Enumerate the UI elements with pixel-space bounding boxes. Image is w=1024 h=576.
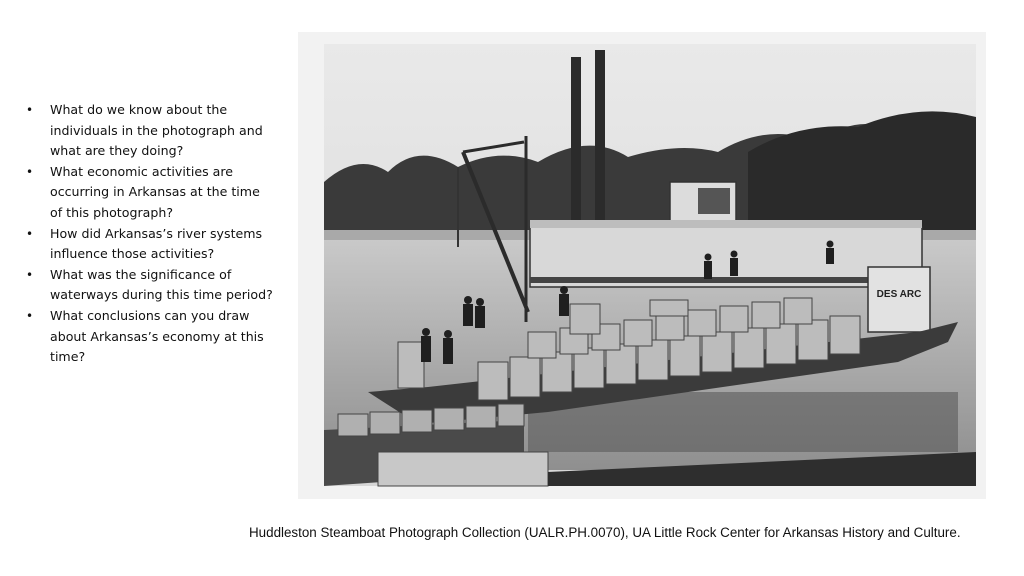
question-item (24, 306, 274, 368)
question-text: How did Arkansas’s river systems influence those activities? (50, 225, 263, 262)
question-text: What do we know about the individuals in the photograph and what are they doing? (50, 102, 263, 159)
question-item (24, 265, 274, 306)
question-text: What economic activities are occurring in Arkansas at the time of this photograph? (50, 163, 260, 220)
photo-caption: Huddleston Steamboat Photograph Collection (UALR.PH.0070), UA Little Rock Center for Arkansas History and Culture. (249, 525, 961, 540)
deck-railing (530, 277, 922, 283)
pilothouse-window (698, 188, 730, 214)
discussion-questions (24, 100, 274, 368)
steamboat-photo-illustration (298, 32, 986, 499)
question-text: What was the significance of waterways during this time period? (50, 266, 273, 303)
bullet-icon: • (26, 164, 34, 179)
bullet-icon: • (26, 226, 34, 241)
question-item (24, 100, 274, 162)
steamboat-photograph (298, 32, 986, 499)
cabin-roof (530, 220, 922, 228)
boat-name: DES ARC (876, 289, 922, 300)
bullet-icon: • (26, 103, 34, 117)
question-item (24, 162, 274, 224)
question-item (24, 224, 274, 265)
question-text: What conclusions can you draw about Arkansas’s economy at this time? (50, 307, 264, 365)
bullet-icon: • (26, 308, 34, 323)
bullet-icon: • (26, 267, 34, 282)
